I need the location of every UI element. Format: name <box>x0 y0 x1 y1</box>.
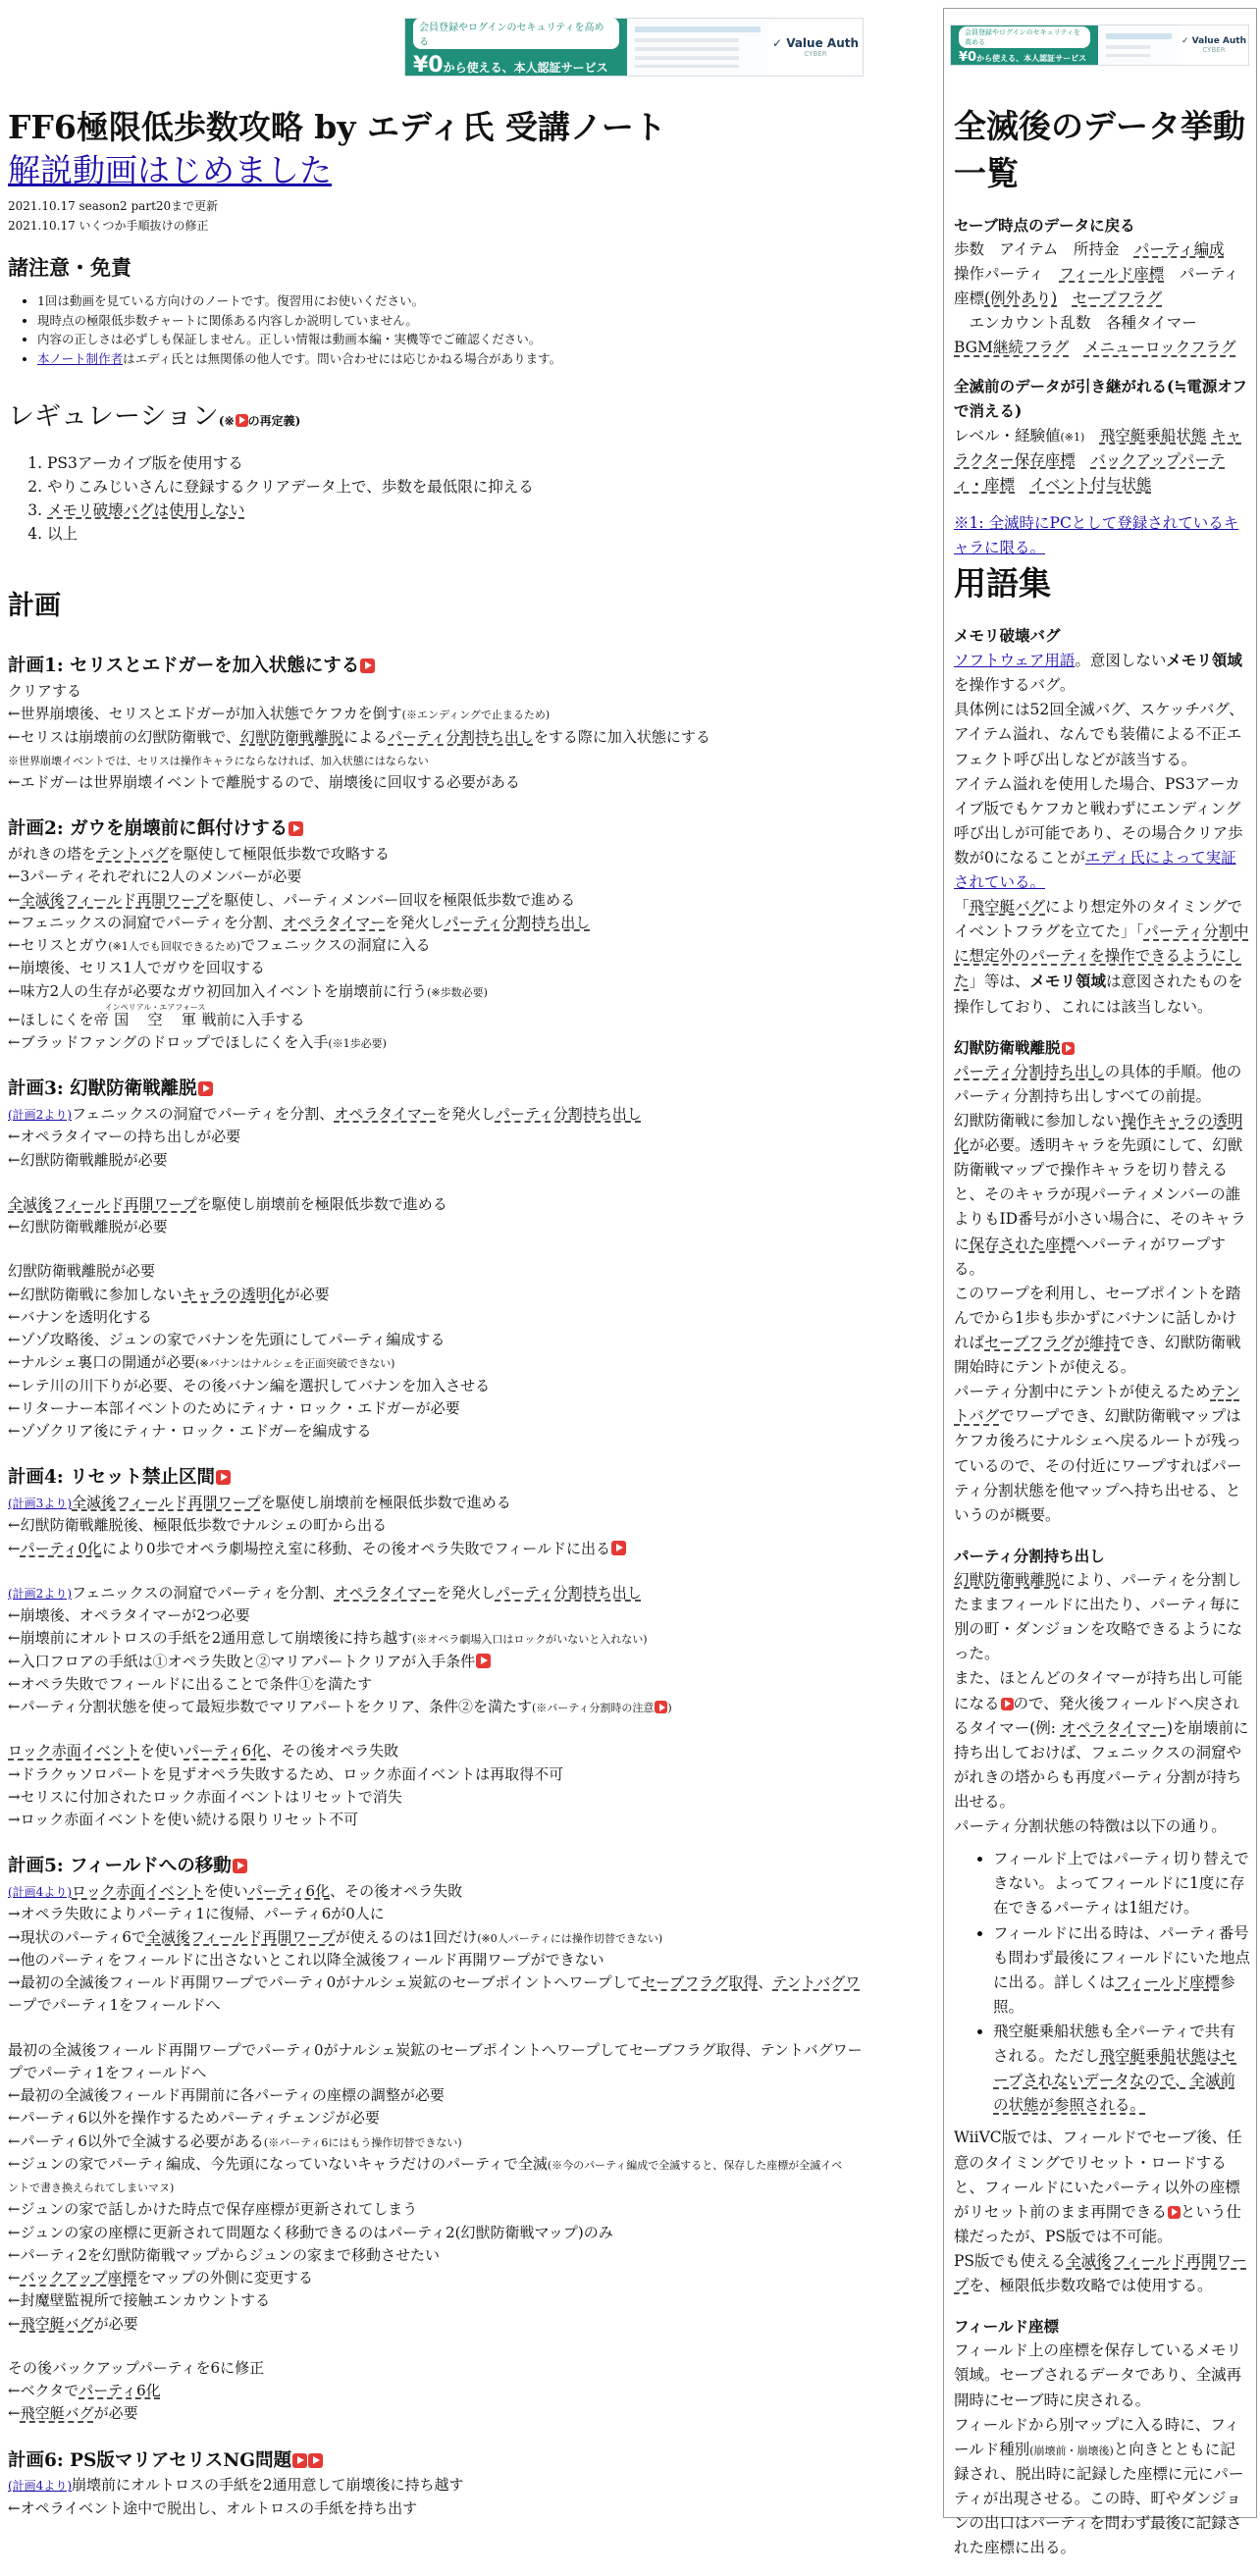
plan-line: その後バックアップパーティを6に修正 <box>8 2358 265 2377</box>
footnote-link[interactable]: ※1: 全滅時にPCとして登録されているキャラに限る。 <box>954 513 1239 556</box>
plan-line: ←パーティ2を幻獣防衛戦マップからジュンの家まで移動させたい <box>8 2245 441 2264</box>
plan-line: ←フェニックスの洞窟でパーティを分割、オペラタイマーを発火しパーティ分割持ち出し <box>8 913 591 931</box>
plan-line: ←幻獣防衛戦離脱が必要 <box>8 1150 168 1169</box>
notes-list <box>8 291 938 368</box>
plan-line: ←バナンを透明化する <box>8 1307 152 1326</box>
plan-line: (計画2より)フェニックスの洞窟でパーティを分割、オペラタイマーを発火しパーティ分割持ち出し <box>8 1583 642 1602</box>
plan-line: ←飛空艇バグが必要 <box>8 2404 138 2423</box>
video-icon[interactable] <box>289 821 303 836</box>
plan-line: →他のパーティをフィールドに出さないとこれ以降全滅後フィールド再開ワープができない <box>8 1950 604 1969</box>
notes-heading: 諸注意・免責 <box>8 254 131 280</box>
video-link[interactable]: 解説動画はじめました <box>8 150 332 189</box>
term-link[interactable]: パーティ6化 <box>79 2382 161 2400</box>
plan-line: ←飛空艇バグが必要 <box>8 2314 138 2333</box>
video-icon[interactable] <box>216 1470 231 1485</box>
plan-line: ロック赤面イベントを使いパーティ6化、その後オペラ失敗 <box>8 1742 399 1761</box>
data-behavior-heading: 全滅後のデータ挙動一覧 <box>954 107 1245 192</box>
video-icon[interactable] <box>611 1541 626 1555</box>
plan-line: ←ほしにくを帝国空軍インペリアル・エアフォース戦前に入手する <box>8 1002 305 1028</box>
plan-5 <box>8 1853 938 2425</box>
plan-line: ープでパーティ1をフィールドへ <box>8 1996 221 2015</box>
plan-line: ←エドガーは世界崩壊イベントで離脱するので、崩壊後に回収する必要がある <box>8 773 520 792</box>
page-title: FF6極限低歩数攻略 by エディ氏 受講ノート <box>8 108 666 146</box>
plan-6 <box>8 2447 938 2520</box>
video-icon[interactable] <box>476 1654 491 1668</box>
term-link[interactable]: 飛空艇乗船状態 <box>1099 426 1207 445</box>
term-link[interactable]: パーティ6化 <box>247 1882 331 1901</box>
plan-line: (計画4より)崩壊前にオルトロスの手紙を2通用意して崩壊後に持ち越す <box>8 2476 464 2495</box>
plan-line: ←全滅後フィールド再開ワープを駆使し、パーティメンバー回収を極限低歩数で進める <box>8 890 576 909</box>
glossary-entry-memory-corruption: メモリ破壊バグ ソフトウェア用語。意図しないメモリ領域を操作するバグ。 具体例には52回全滅バグ、スケッチバグ、アイテム溢れ、なんでも装備による不正エフェクト呼び出しなどが該当する。 アイテム溢れを使用した場合、PS3アーカイブ版でもケフカと戦わずにエンディング呼び出しが可能であり、その場合クリア歩数が0になることがエディ氏によって実証されている。 「飛空艇バグにより想定外のタイミングでイベントフラグを立てた」「パーティ分割中に想定外のパーティを操作できるようにした」等は、メモリ領域は意図されたものを操作しており、これには該当しない。 <box>954 623 1250 1020</box>
term-link[interactable]: オペラタイマー <box>334 1105 437 1124</box>
glossary-entry-esper-defense-escape: 幻獣防衛戦離脱 パーティ分割持ち出しの具体的手順。他のパーティ分割持ち出しすべての前提。 幻獣防衛戦に参加しない操作キャラの透明化が必要。透明キャラを先頭にして、幻獣防衛戦マップで操作キャラを切り替えると、そのキャラが現パーティメンバーの誰よりもID番号が小さい場合に、そのキャラに保存された座標へパーティがワープする。 このワープを利用し、セーブポイントを踏んでから1歩も歩かずにバナンに話しかければセーブフラグが維持でき、幻獣防衛戦開始時にテントが使える。 パーティ分割中にテントが使えるためテントバグでワープでき、幻獣防衛戦マップはケフカ後ろにナルシェへ戻るルートが残っているので、その付近にワープすればパーティ分割状態を他マップへ持ち出せる、というのが概要。 <box>954 1035 1250 1528</box>
ad-headline: ¥0から使える、本人認証サービス <box>959 49 1087 65</box>
term-link[interactable]: 飛空艇バグ <box>20 2314 94 2333</box>
term-link[interactable]: パーティ6化 <box>184 1742 267 1761</box>
ad-logo: ✓ Value Auth CYBER <box>1180 26 1248 65</box>
term-link[interactable]: BGM継続フラグ <box>954 339 1070 357</box>
term-link[interactable]: 保存された座標 <box>969 1235 1076 1253</box>
regulation-item <box>47 499 938 522</box>
term-link[interactable]: パーティ編成 <box>1133 239 1225 258</box>
term-link[interactable]: フィールド座標 <box>1115 1972 1220 1991</box>
plan-line: ←崩壊後、セリス1人でガウを回収する <box>8 959 265 977</box>
plan-line: プでパーティ1をフィールドへ <box>8 2063 207 2081</box>
plan-line: ←崩壊後、オペラタイマーが2つ必要 <box>8 1606 250 1625</box>
ad-logo-checkmark-icon: ✓ Value Auth <box>1181 36 1247 46</box>
plan-line: →オペラ失敗によりパーティ1に復帰、パーティ6が0人に <box>8 1905 385 1923</box>
plan-3 <box>8 1076 938 1443</box>
glossary-entry-party-split: パーティ分割持ち出し 幻獣防衛戦離脱により、パーティを分割したままフィールドに出たり、パーティ毎に別の町・ダンジョンを攻略できるようになった。 また、ほとんどのタイマーが持ち出し可能になる ので、発火後フィールドへ戻されるタイマー(例: オペラタイマー)を崩壊前に持ち出しておけば、フェニックスの洞窟やがれきの塔からも再度パーティ分割が持ち出せる。 パーティ分割状態の特徴は以下の通り。 • フィールド上ではパーティ切り替えできない。よってフィールドに1度に存在できるパーティは1組だけ。 • フィールドに出る時は、パーティ番号も問わず最後にフィールドにいた地点に出る。詳しくはフィールド座標参照。 • 飛空艇乗船状態も全パーティで共有される。ただし飛空艇乗船状態はセーブされないデータなので、全滅前の状態が参照される。 WiiVC版では、フィールドでセーブ後、任意のタイミングでリセット・ロードすると、フィールドにいたパーティ以外の座標がリセット前のまま再開できる という仕様だったが、PS版では不可能。 PS版でも使える全滅後フィールド再開ワープを、極限低歩数攻略では使用する。 <box>954 1544 1250 2298</box>
video-icon[interactable] <box>198 1081 213 1096</box>
term-link[interactable]: パーティ分割持ち出し <box>495 1583 642 1602</box>
plan-line: (計画4より)ロック赤面イベントを使いパーティ6化、その後オペラ失敗 <box>8 1882 463 1901</box>
regulation-list <box>8 451 938 546</box>
sidebar-advertisement-banner[interactable] <box>950 25 1249 66</box>
term-title: フィールド座標 <box>954 2317 1059 2337</box>
plan-reference-link[interactable]: (計画3より) <box>8 1497 72 1511</box>
ad-screenshot-image <box>1098 26 1180 65</box>
term-link[interactable]: 全滅後フィールド再開ワープ <box>954 2251 1247 2295</box>
term-link[interactable]: テントバグワ <box>772 1973 861 1992</box>
regulation-item: 1. PS3アーカイブ版を使用する <box>47 451 938 475</box>
term-link[interactable]: パーティ分割持ち出し <box>954 1062 1105 1080</box>
plan-line: ←入口フロアの手紙は①オペラ失敗と②マリアパートクリアが入手条件 <box>8 1651 938 1673</box>
plan-line: (計画2より)フェニックスの洞窟でパーティを分割、オペラタイマーを発火しパーティ分割持ち出し <box>8 1105 642 1124</box>
video-icon[interactable] <box>1001 1698 1014 1710</box>
plan-line: ←パーティ6以外を操作するためパーティチェンジが必要 <box>8 2109 380 2128</box>
plan-heading: 計画 <box>8 591 61 622</box>
plan-line: ←ナルシェ裏口の開通が必要(※バナンはナルシェを正面突破できない) <box>8 1353 395 1372</box>
plan-line: ←封魔壁監視所で接触エンカウントする <box>8 2291 271 2310</box>
term-link[interactable]: 全滅後フィールド再開ワープ <box>8 1194 197 1213</box>
term-title: パーティ分割持ち出し <box>954 1546 1105 1565</box>
regulation-item: 2. やりこみじいさんに登録するクリアデータ上で、歩数を最低限に抑える <box>47 475 938 499</box>
plan-title: 計画1: セリスとエドガーを加入状態にする <box>8 653 938 680</box>
term-link[interactable]: 飛空艇乗船状態はセーブされないデータなので、全滅前の状態が参照される。 <box>993 2047 1237 2115</box>
term-link[interactable]: テントバグ <box>96 845 169 864</box>
term-link[interactable]: パーティ0化 <box>20 1539 102 1557</box>
video-icon[interactable] <box>308 2453 323 2468</box>
note-item: • 本ノート制作者はエディ氏とは無関係の他人です。問い合わせには応じかねる場合があります。 <box>37 349 938 368</box>
plan-line: ントで書き換えられてしまいマヌ) <box>8 2182 175 2195</box>
plan-line: ←オペラタイマーの持ち出しが必要 <box>8 1128 241 1146</box>
term-link[interactable]: パーティ分割持ち出し <box>444 913 591 931</box>
plan-line: ←崩壊前にオルトロスの手紙を2通用意して崩壊後に持ち越す(※オペラ劇場入口はロックがいないと入れない) <box>8 1629 648 1648</box>
term-link[interactable]: パーティ分割持ち出し <box>495 1105 642 1124</box>
term-link[interactable]: バックアップパーティ・座標 <box>954 450 1226 494</box>
term-link[interactable]: ロック赤面イベント <box>72 1882 204 1901</box>
ad-tagline: 会員登録やログインのセキュリティを高める <box>413 18 619 49</box>
plan-line: クリアする <box>8 682 82 701</box>
plan-line: ←味方2人の生存が必要なガウ初回加入イベントを崩壊前に行う(※歩数必要) <box>8 981 488 1000</box>
external-link[interactable]: エディ氏によって実証されている。 <box>954 848 1236 892</box>
plan-line: ←ベクタでパーティ6化 <box>8 2382 161 2400</box>
main-content <box>8 106 938 2520</box>
video-icon[interactable] <box>1168 2206 1181 2219</box>
term-link[interactable]: キャラの透明化 <box>182 1285 286 1303</box>
plan-title: 計画6: PS版マリアセリスNG問題 <box>8 2447 938 2475</box>
term-link[interactable]: キャラクター保存座標 <box>954 426 1242 469</box>
plan-line: ←オペライベント途中で脱出し、オルトロスの手紙を持ち出す <box>8 2498 418 2517</box>
plan-1 <box>8 653 938 794</box>
term-link[interactable]: イベント付与状態 <box>1029 475 1152 494</box>
section-heading: セーブ時点のデータに戻る <box>954 215 1135 235</box>
update-entry: 2021.10.17 いくつか手順抜けの修正 <box>8 218 209 233</box>
term-link[interactable]: パーティ分割中に想定外のパーティを操作できるようにした <box>954 922 1249 991</box>
video-icon[interactable] <box>233 1859 247 1873</box>
ad-screenshot-image <box>627 19 768 76</box>
plan-line: ←ジュンの家の座標に更新されて問題なく移動できるのはパーティ2(幻獣防衛戦マップ)のみ <box>8 2223 613 2241</box>
plan-line: ※世界崩壊イベントでは、セリスは操作キャラにならなければ、加入状態にはならない <box>8 754 429 767</box>
term-link[interactable]: 飛空艇バグ <box>969 898 1046 917</box>
plan-line: ←オペラ失敗でフィールドに出ることで条件①を満たす <box>8 1674 373 1693</box>
plan-title: 計画4: リセット禁止区間 <box>8 1464 938 1492</box>
ad-logo: ✓ Value Auth CYBER <box>768 19 863 76</box>
term-link[interactable]: フィールド座標 <box>1059 264 1165 283</box>
save-data-section: セーブ時点のデータに戻る 歩数 アイテム 所持金 パーティ編成 操作パーティ フィールド座標 パーティ座標(例外あり) セーブフラグ エンカウント乱数 各種タイマー BGM継続フラグ メニューロックフラグ <box>954 213 1250 361</box>
ad-tagline: 会員登録やログインのセキュリティを高める <box>959 26 1090 48</box>
plan-line: ←幻獣防衛戦に参加しないキャラの透明化が必要 <box>8 1285 330 1303</box>
glossary-entry-field-coordinates: フィールド座標 フィールド上の座標を保存しているメモリ領域。セーブされるデータであり、全滅再開時にセーブ時に戻される。 フィールドから別マップに入る時に、フィールド種別(崩壊前・崩壊後)と向きとともに記録され、脱出時に記録した座標に元にパーティが出現させる。この時、町やダンジョンの出口はパーティを問わず最後に記録された座標に出る。 <box>954 2314 1250 2560</box>
plan-line: →ロック赤面イベントを使い続ける限りリセット不可 <box>8 1811 359 1829</box>
term-link[interactable]: セーブフラグが維持 <box>984 1334 1121 1352</box>
regulation-item: 4. 以上 <box>47 522 938 546</box>
ad-copy <box>951 26 1098 65</box>
video-icon[interactable] <box>1062 1042 1075 1055</box>
plan-reference-link[interactable]: (計画4より) <box>8 2479 72 2494</box>
plan-2 <box>8 815 938 1054</box>
plan-line: がれきの塔をテントバグを駆使して極限低歩数で攻略する <box>8 845 390 864</box>
term-link[interactable]: セーブフラグ <box>1072 289 1163 308</box>
plan-line: ←レテ川の川下りが必要、その後バナン編を選択してバナンを加入させる <box>8 1376 491 1394</box>
plan-line: ←ゾゾ攻略後、ジュンの家でバナンを先頭にしてパーティ編成する <box>8 1331 446 1349</box>
plan-title: 計画5: フィールドへの移動 <box>8 1853 938 1880</box>
term-link[interactable]: (例外あり) <box>984 289 1058 308</box>
plan-line: (計画3より)全滅後フィールド再開ワープを駆使し崩壊前を極限低歩数で進める <box>8 1494 511 1512</box>
ad-headline: ¥0から使える、本人認証サービス <box>413 52 608 78</box>
term-link[interactable]: 幻獣防衛戦離脱 <box>239 727 343 746</box>
keep-data-section: 全滅前のデータが引き継がれる(≒電源オフで消える) レベル・経験値(※1) 飛空艇乗船状態 キャラクター保存座標 バックアップパーティ・座標 イベント付与状態 <box>954 374 1250 498</box>
plan-reference-link[interactable]: (計画2より) <box>8 1586 72 1601</box>
term-link[interactable]: 操作キャラの透明化 <box>954 1112 1243 1155</box>
term-link[interactable]: テントバグ <box>954 1383 1240 1426</box>
plan-line: ←パーティ6以外で全滅する必要がある(※パーティ6にはもう操作切替できない) <box>8 2131 462 2150</box>
term-link[interactable]: メモリ破壊バグは使用しない <box>47 501 245 520</box>
plan-line: ←ブラッドファングのドロップでほしにくを入手(※1歩必要) <box>8 1033 387 1052</box>
plan-line: ←幻獣防衛戦離脱が必要 <box>8 1218 168 1236</box>
plan-4 <box>8 1464 938 1831</box>
plan-line: ←セリスとガウ(※1人でも回収できるため)でフェニックスの洞窟に入る <box>8 936 431 955</box>
plan-line: 全滅後フィールド再開ワープを駆使し崩壊前を極限低歩数で進める <box>8 1194 447 1213</box>
video-icon[interactable] <box>292 2453 307 2468</box>
plan-line: →最初の全滅後フィールド再開ワープでパーティ0がナルシェ炭鉱のセーブポイントへワープしてセーブフラグ取得、テントバグワ <box>8 1973 861 1992</box>
update-log <box>8 197 938 235</box>
plan-line: ←最初の全滅後フィールド再開前に各パーティの座標の調整が必要 <box>8 2086 445 2105</box>
plan-reference-link[interactable]: (計画4より) <box>8 1885 72 1900</box>
video-icon[interactable] <box>655 1701 667 1713</box>
term-link[interactable]: 幻獣防衛戦離脱 <box>954 1571 1061 1589</box>
plan-line: ←セリスは崩壊前の幻獣防衛戦で、幻獣防衛戦離脱によるパーティ分割持ち出しをする際に加入状態にする <box>8 727 710 746</box>
term-link[interactable]: オペラタイマー <box>1060 1718 1167 1737</box>
update-entry: 2021.10.17 season2 part20まで更新 <box>8 199 219 214</box>
list-item: • フィールド上ではパーティ切り替えできない。よってフィールドに1度に存在できるパーティは1組だけ。 <box>993 1847 1250 1920</box>
plan-title: 計画3: 幻獣防衛戦離脱 <box>8 1076 938 1103</box>
term-link[interactable]: ロック赤面イベント <box>8 1742 140 1761</box>
author-link[interactable]: 本ノート制作者 <box>37 350 124 366</box>
plan-line: ←パーティ分割状態を使って最短歩数でマリアパートをクリア、条件②を満たす(※パーティ分割時の注意 ) <box>8 1698 672 1716</box>
glossary-heading: 用語集 <box>954 564 1051 604</box>
sidebar <box>943 8 1257 2557</box>
term-link[interactable]: パーティ分割持ち出し <box>388 727 534 746</box>
video-icon[interactable] <box>236 414 248 427</box>
term-title: 幻獣防衛戦離脱 <box>954 1035 1250 1060</box>
section-heading: 全滅前のデータが引き継がれる(≒電源オフで消える) <box>954 377 1247 421</box>
plan-line: ←3パーティそれぞれに2人のメンバーが必要 <box>8 867 302 886</box>
term-link[interactable]: 全滅後フィールド再開ワープ <box>145 1927 336 1946</box>
plan-line: ←バックアップ座標をマップの外側に変更する <box>8 2269 313 2287</box>
plan-line: →現状のパーティ6で全滅後フィールド再開ワープが使えるのは1回だけ(※0人パーティには操作切替できない) <box>8 1927 663 1946</box>
plan-reference-link[interactable]: (計画2より) <box>8 1108 72 1123</box>
ad-copy <box>405 19 627 76</box>
plan-line: ←ゾゾクリア後にティナ・ロック・エドガーを編成する <box>8 1422 372 1441</box>
plan-line: ←パーティ0化により0歩でオペラ劇場控え室に移動、その後オペラ失敗でフィールドに出る <box>8 1538 938 1560</box>
term-link[interactable]: セーブフラグ取得 <box>641 1973 759 1992</box>
advertisement-banner[interactable] <box>404 18 864 77</box>
term-link[interactable]: 全滅後フィールド再開ワープ <box>72 1494 261 1512</box>
plan-line: 幻獣防衛戦離脱が必要 <box>8 1262 156 1281</box>
plan-line: ←幻獣防衛戦離脱後、極限低歩数でナルシェの町から出る <box>8 1516 388 1535</box>
external-link[interactable]: ソフトウェア用語 <box>954 652 1076 670</box>
note-item: • 内容の正しさは必ずしも保証しません。正しい情報は動画本編・実機等でご確認ください。 <box>37 330 938 348</box>
video-icon[interactable] <box>360 658 375 673</box>
note-item: • 1回は動画を見ている方向けのノートです。復習用にお使いください。 <box>37 291 938 310</box>
plan-line: ←ジュンの家でパーティ編成、今先頭になっていないキャラだけのパーティで全滅(※今のパーティ編成で全滅すると、保存した座標が全滅イベ <box>8 2154 843 2173</box>
note-item: • 現時点の極限低歩数チャートに関係ある内容しか説明していません。 <box>37 311 938 330</box>
term-link[interactable]: オペラタイマー <box>282 913 386 931</box>
plan-line: →セリスに付加されたロック赤面イベントはリセットで消失 <box>8 1787 402 1806</box>
list-item: • 飛空艇乗船状態も全パーティで共有される。ただし飛空艇乗船状態はセーブされないデータなので、全滅前の状態が参照される。 <box>993 2020 1250 2118</box>
term-link[interactable]: バックアップ座標 <box>20 2269 137 2287</box>
regulation-heading: レギュレーション(※ の再定義) <box>8 400 301 432</box>
term-link[interactable]: オペラタイマー <box>334 1583 437 1602</box>
term-link[interactable]: 全滅後フィールド再開ワープ <box>20 890 210 909</box>
list-item: • フィールドに出る時は、パーティ番号も問わず最後にフィールドにいた地点に出る。詳しくはフィールド座標参照。 <box>993 1921 1250 2020</box>
plan-line: ←リターナー本部イベントのためにティナ・ロック・エドガーが必要 <box>8 1398 460 1417</box>
plan-line: ←ジュンの家で話しかけた時点で保存座標が更新されてしまう <box>8 2200 418 2219</box>
term-title: メモリ破壊バグ <box>954 625 1061 645</box>
ad-logo-checkmark-icon: ✓ Value Auth <box>771 36 860 50</box>
plan-title: 計画2: ガウを崩壊前に餌付けする <box>8 815 938 843</box>
plan-line: 最初の全滅後フィールド再開ワープでパーティ0がナルシェ炭鉱のセーブポイントへワープしてセーブフラグ取得、テントバグワー <box>8 2040 863 2059</box>
term-link[interactable]: 飛空艇バグ <box>20 2404 94 2423</box>
term-link[interactable]: メニューロックフラグ <box>1083 339 1236 357</box>
plan-line: ←世界崩壊後、セリスとエドガーが加入状態でケフカを倒す(※エンディングで止まるため) <box>8 705 551 723</box>
plan-line: →ドラクゥソロパートを見ずオペラ失敗するため、ロック赤面イベントは再取得不可 <box>8 1764 564 1783</box>
